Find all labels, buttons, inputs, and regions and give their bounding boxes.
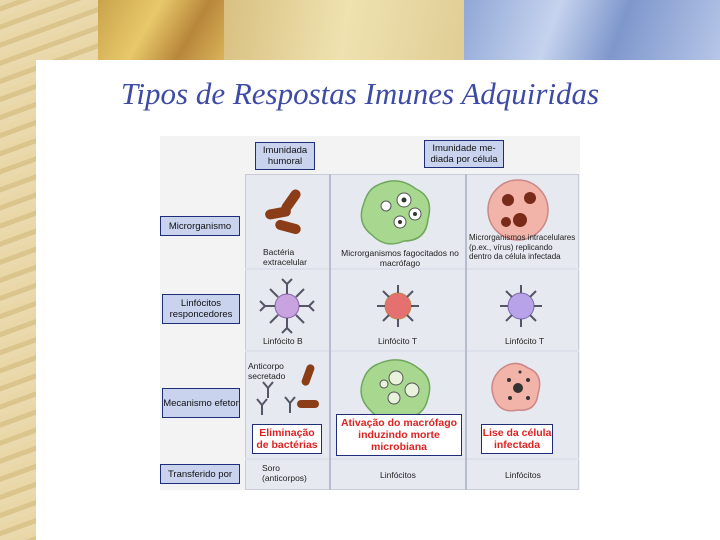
effect-elimination: Eliminação de bactérias (252, 424, 322, 454)
effect-activation: Ativação do macrófago induzindo morte microbiana (336, 414, 462, 456)
t-lymphocyte-icon (500, 285, 542, 327)
caption-bacteria: Bactéria extracelular (263, 247, 307, 267)
b-lymphocyte-icon (260, 279, 314, 333)
t-lymphocyte-icon (377, 285, 419, 327)
row-label-effector: Mecanismo efetor (162, 388, 240, 418)
antibody-icon (257, 382, 295, 415)
bacteria-icon (297, 363, 319, 408)
header-humoral: Imunidada humoral (255, 142, 315, 170)
slide-title: Tipos de Respostas Imunes Adquiridas (120, 76, 600, 111)
lysed-cell-icon (492, 363, 540, 410)
activated-macrophage-icon (361, 360, 430, 420)
row-label-microorganism: Microrganismo (160, 216, 240, 236)
row-label-transferred: Transferido por (160, 464, 240, 484)
caption-t-lymphocyte: Linfócito T (505, 336, 545, 346)
header-cellular: Imunidade me-diada por célula (424, 140, 504, 168)
infected-cell-icon (488, 180, 548, 240)
caption-phagocytosed: Microrganismos fagocitados no macrófago (341, 248, 459, 268)
caption-antibody: Anticorpo secretado (248, 361, 286, 381)
caption-lymphocytes: Linfócitos (380, 470, 416, 480)
caption-serum: Soro (anticorpos) (262, 463, 307, 483)
caption-intracellular: Microrganismos intracelulares (p.ex., vírus) replicando dentro da célula infectada (469, 233, 576, 261)
caption-lymphocytes: Linfócitos (505, 470, 541, 480)
caption-b-lymphocyte: Linfócito B (263, 336, 303, 346)
caption-t-lymphocyte: Linfócito T (378, 336, 418, 346)
row-label-lymphocytes: Linfócitos responcedores (162, 294, 240, 324)
effect-lysis: Lise da célula infectada (481, 424, 553, 454)
macrophage-icon (361, 181, 429, 244)
bacteria-icon (264, 187, 302, 235)
